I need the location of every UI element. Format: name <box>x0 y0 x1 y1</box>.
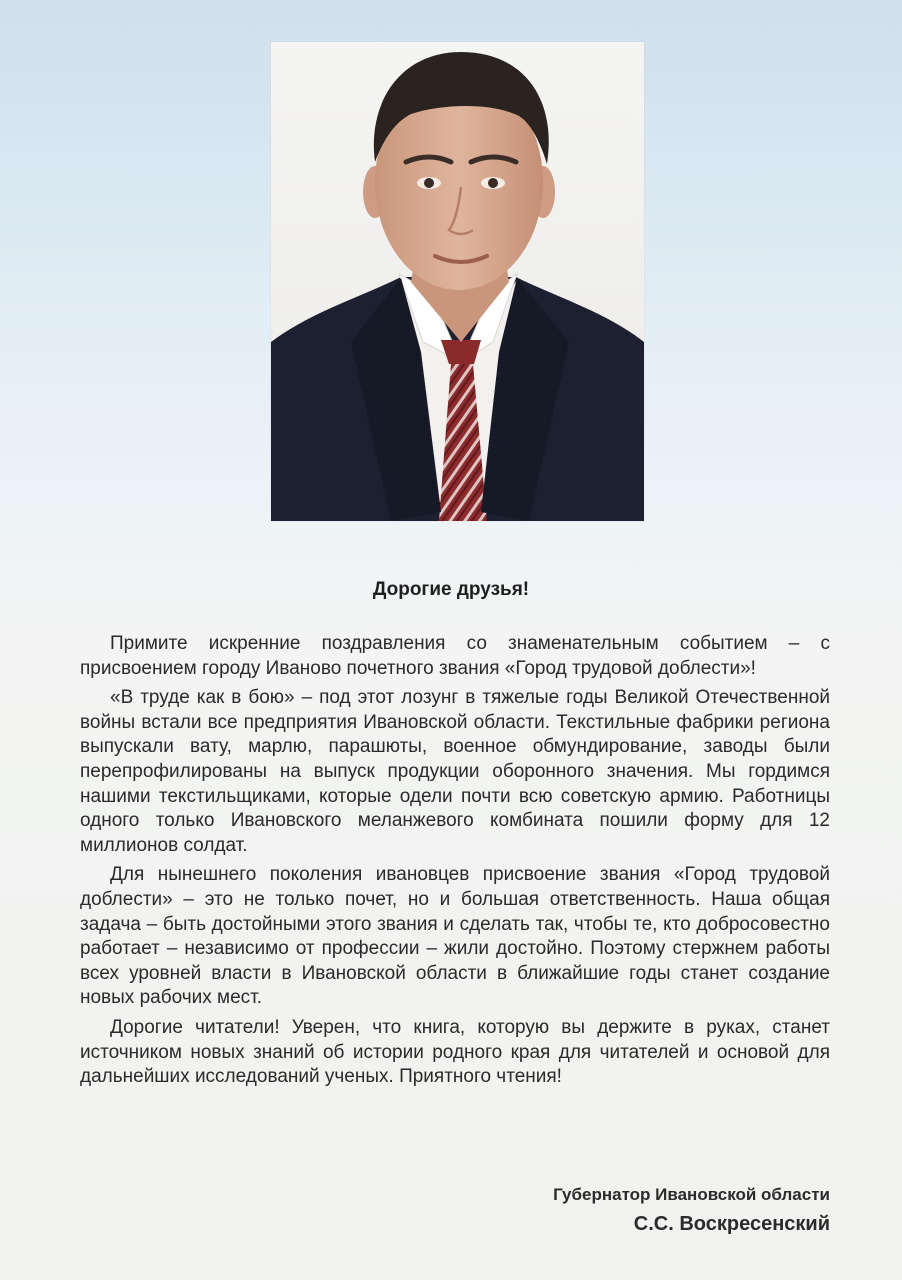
letter-heading: Дорогие друзья! <box>372 579 530 600</box>
letter-paragraph: Для нынешнего поколения ивановцев присвоение звания «Город трудовой доблести» – это не только почет, но и большая ответственность. Наша общая задача – быть достойными этого звания и сделать так, чтобы те, кто добросовестно работает – независимо от профессии – жили достойно. Поэтому стержнем работы всех уровней власти в Ивановской области в ближайшие годы станет создание новых рабочих мест. <box>80 864 830 1009</box>
letter-paragraph: «В труде как в бою» – под этот лозунг в тяжелые годы Великой Отечественной войны встали все предприятия Ивановской области. Текстильные фабрики региона выпускали вату, марлю, парашюты, военное обмундирование, заводы были перепрофилированы на выпуск продукции оборонного значения. Мы гордимся нашими текстильщиками, которые одели почти всю советскую армию. Работницы одного только Ивановского меланжевого комбината пошили форму для 12 миллионов солдат. <box>80 687 830 856</box>
letter-body <box>80 632 830 1095</box>
portrait-photo <box>271 42 644 521</box>
signature-role: Губернатор Ивановской области <box>553 1185 830 1204</box>
portrait-illustration <box>271 42 644 521</box>
letter-paragraph: Дорогие читатели! Уверен, что книга, которую вы держите в руках, станет источником новых знаний об истории родного края для читателей и основой для дальнейших исследований ученых. Приятного чтения! <box>80 1016 830 1088</box>
signature-block <box>553 1183 830 1239</box>
signature-name: С.С. Воскресенский <box>633 1213 830 1235</box>
letter-paragraph: Примите искренние поздравления со знаменательным событием – с присвоением городу Иваново почетного звания «Город трудовой доблести»! <box>80 633 830 679</box>
